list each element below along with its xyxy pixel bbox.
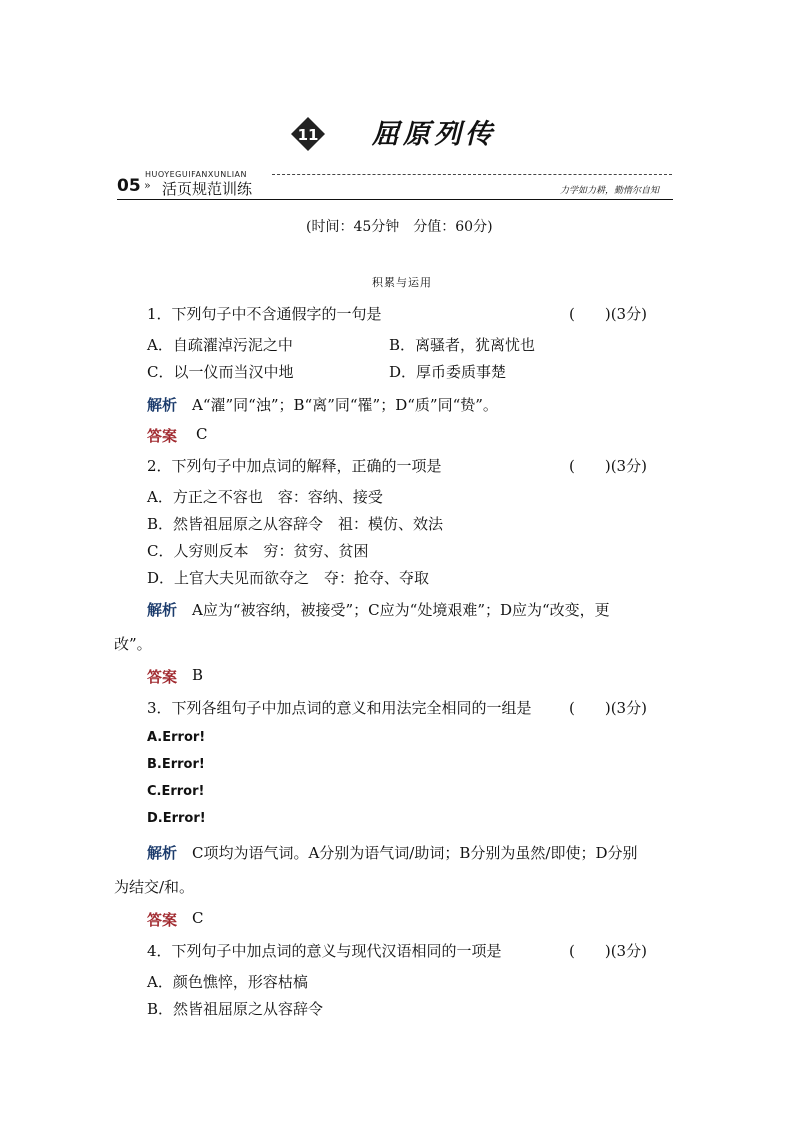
q2-option-c: C．人穷则反本 穷：贫穷、贫困 [147, 542, 369, 560]
q2-analysis-line1: A应为“被容纳，被接受”；C应为“处境艰难”；D应为“改变，更 [192, 601, 610, 619]
lesson-number-badge [290, 116, 326, 152]
q1-option-d: D．厚币委质事楚 [389, 363, 507, 381]
q2-stem: 2．下列句子中加点词的解释，正确的一项是 [147, 457, 442, 475]
q1-option-a: A．自疏濯淖污泥之中 [147, 336, 293, 354]
q3-option-a: A.Error! [147, 730, 206, 745]
q3-analysis-label: 解析 [147, 844, 178, 862]
q1-stem: 1．下列句子中不含通假字的一句是 [147, 305, 382, 323]
q1-answer: C [196, 425, 208, 443]
header-rule [117, 199, 673, 200]
q1-analysis-text: A“濯”同“浊”；B“离”同“罹”；D“质”同“贽”。 [192, 396, 498, 414]
q3-analysis-line1: C项均为语气词。A分别为语气词/助词；B分别为虽然/即使；D分别 [192, 844, 638, 862]
q2-analysis-line2: 改”。 [114, 635, 152, 653]
motto: 力学如力耕，勤惰尔自知 [560, 186, 660, 196]
double-chevron-icon: » [144, 179, 151, 192]
q2-analysis-label: 解析 [147, 601, 178, 619]
q4-mark: ( )(3分) [569, 942, 647, 960]
q1-analysis-label: 解析 [147, 396, 178, 414]
q3-answer: C [192, 909, 204, 927]
lesson-number: 11 [297, 126, 319, 144]
q3-option-c: C.Error! [147, 784, 205, 799]
q3-analysis-line2: 为结交/和。 [114, 878, 195, 896]
section-title: 活页规范训练 [162, 180, 253, 198]
q2-answer-label: 答案 [147, 668, 178, 686]
q2-mark: ( )(3分) [569, 457, 647, 475]
time-info: (时间：45分钟 分值：60分) [306, 219, 493, 235]
q3-answer-label: 答案 [147, 911, 178, 929]
q3-option-d: D.Error! [147, 811, 206, 826]
q1-option-c: C．以一仪而当汉中地 [147, 363, 294, 381]
q4-option-a: A．颜色憔悴，形容枯槁 [147, 973, 308, 991]
q1-mark: ( )(3分) [569, 305, 647, 323]
q3-option-b: B.Error! [147, 757, 205, 772]
q4-stem: 4．下列句子中加点词的意义与现代汉语相同的一项是 [147, 942, 502, 960]
q2-option-b: B．然皆祖屈原之从容辞令 祖：模仿、效法 [147, 515, 444, 533]
lesson-title: 屈原列传 [372, 119, 496, 150]
q3-mark: ( )(3分) [569, 699, 647, 717]
q1-option-b: B．离骚者，犹离忧也 [389, 336, 536, 354]
q2-option-a: A．方正之不容也 容：容纳、接受 [147, 488, 383, 506]
section-number: 05 [117, 176, 141, 196]
header-dashed-rule [272, 174, 672, 175]
section-heading: 积累与运用 [372, 276, 432, 289]
q4-option-b: B．然皆祖屈原之从容辞令 [147, 1000, 324, 1018]
q2-option-d: D．上官大夫见而欲夺之 夺：抢夺、夺取 [147, 569, 430, 587]
q1-answer-label: 答案 [147, 427, 178, 445]
q3-stem: 3．下列各组句子中加点词的意义和用法完全相同的一组是 [147, 699, 532, 717]
pinyin-caption: HUOYEGUIFANXUNLIAN [145, 170, 248, 179]
q2-answer: B [192, 666, 204, 684]
